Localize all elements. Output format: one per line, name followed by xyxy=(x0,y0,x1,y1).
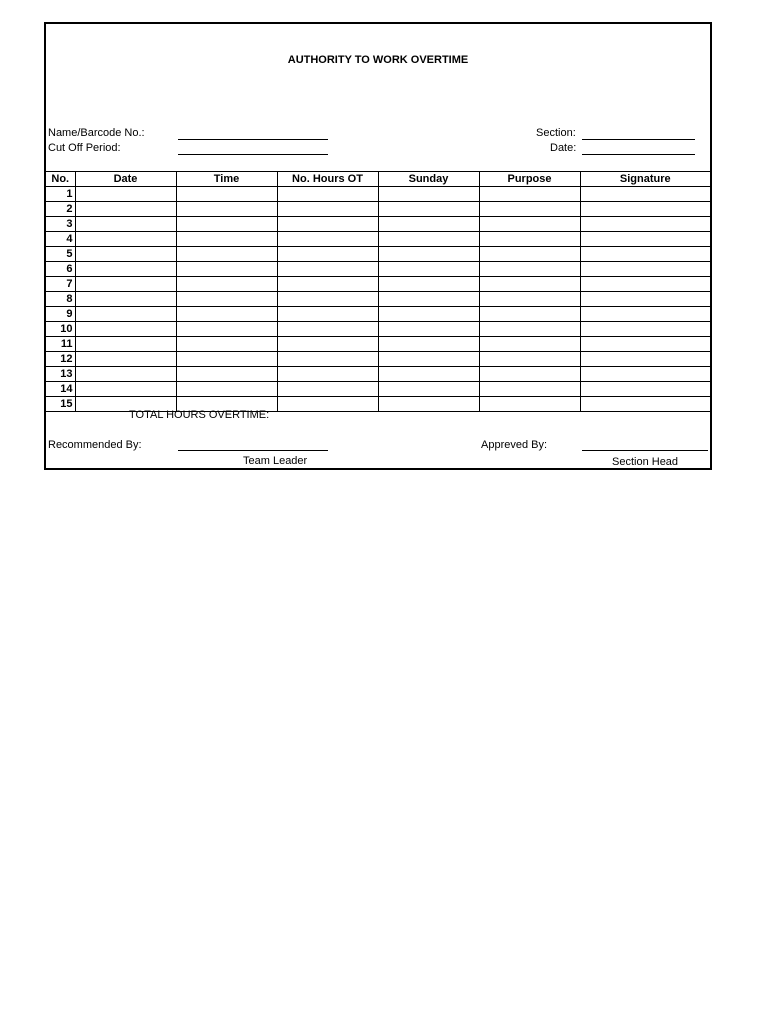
col-header-sunday: Sunday xyxy=(378,172,479,187)
sunday-cell[interactable] xyxy=(378,262,479,277)
cutoff-period-label: Cut Off Period: xyxy=(48,142,121,154)
purpose-cell[interactable] xyxy=(479,277,580,292)
signature-cell[interactable] xyxy=(580,367,710,382)
hours-ot-cell[interactable] xyxy=(277,232,378,247)
hours-ot-cell[interactable] xyxy=(277,292,378,307)
signature-cell[interactable] xyxy=(580,277,710,292)
signature-cell[interactable] xyxy=(580,187,710,202)
sunday-cell[interactable] xyxy=(378,367,479,382)
table-row xyxy=(46,382,710,397)
name-barcode-label: Name/Barcode No.: xyxy=(48,127,145,139)
team-leader-label: Team Leader xyxy=(243,455,308,467)
time-cell[interactable] xyxy=(176,337,277,352)
date-cell[interactable] xyxy=(75,367,176,382)
hours-ot-cell[interactable] xyxy=(277,397,378,412)
date-cell[interactable] xyxy=(75,307,176,322)
time-cell[interactable] xyxy=(176,202,277,217)
sunday-cell[interactable] xyxy=(378,247,479,262)
time-cell[interactable] xyxy=(176,217,277,232)
purpose-cell[interactable] xyxy=(479,262,580,277)
date-cell[interactable] xyxy=(75,337,176,352)
col-header-time: Time xyxy=(176,172,277,187)
col-header-date: Date xyxy=(75,172,176,187)
signature-cell[interactable] xyxy=(580,292,710,307)
col-header-no: No. xyxy=(46,172,75,187)
signature-cell[interactable] xyxy=(580,262,710,277)
sunday-cell[interactable] xyxy=(378,337,479,352)
table-row xyxy=(46,202,710,217)
time-cell[interactable] xyxy=(176,352,277,367)
recommended-by-signature-line[interactable] xyxy=(178,450,328,451)
table-row xyxy=(46,292,710,307)
sunday-cell[interactable] xyxy=(378,322,479,337)
date-cell[interactable] xyxy=(75,382,176,397)
time-cell[interactable] xyxy=(176,322,277,337)
recommended-by-label: Recommended By: xyxy=(48,439,142,451)
table-row xyxy=(46,187,710,202)
hours-ot-cell[interactable] xyxy=(277,217,378,232)
row-number: 3 xyxy=(46,217,75,232)
table-row xyxy=(46,307,710,322)
date-field[interactable] xyxy=(582,154,695,155)
signature-cell[interactable] xyxy=(580,322,710,337)
purpose-cell[interactable] xyxy=(479,187,580,202)
table-row xyxy=(46,262,710,277)
sunday-cell[interactable] xyxy=(378,352,479,367)
row-number: 15 xyxy=(46,397,75,412)
hours-ot-cell[interactable] xyxy=(277,352,378,367)
date-cell[interactable] xyxy=(75,232,176,247)
sunday-cell[interactable] xyxy=(378,307,479,322)
table-row xyxy=(46,322,710,337)
time-cell[interactable] xyxy=(176,187,277,202)
signature-cell[interactable] xyxy=(580,232,710,247)
hours-ot-cell[interactable] xyxy=(277,247,378,262)
sunday-cell[interactable] xyxy=(378,292,479,307)
sunday-cell[interactable] xyxy=(378,202,479,217)
overtime-table xyxy=(46,172,710,412)
table-row xyxy=(46,277,710,292)
table-row xyxy=(46,232,710,247)
date-label: Date: xyxy=(550,142,577,154)
section-field[interactable] xyxy=(582,139,695,140)
purpose-cell[interactable] xyxy=(479,217,580,232)
row-number: 7 xyxy=(46,277,75,292)
signature-cell[interactable] xyxy=(580,307,710,322)
table-row xyxy=(46,352,710,367)
row-number: 9 xyxy=(46,307,75,322)
row-number: 13 xyxy=(46,367,75,382)
date-cell[interactable] xyxy=(75,217,176,232)
sunday-cell[interactable] xyxy=(378,382,479,397)
approved-by-label: Appreved By: xyxy=(481,439,548,451)
table-row xyxy=(46,217,710,232)
overtime-form xyxy=(44,22,712,470)
row-number: 8 xyxy=(46,292,75,307)
time-cell[interactable] xyxy=(176,262,277,277)
row-number: 4 xyxy=(46,232,75,247)
hours-ot-cell[interactable] xyxy=(277,202,378,217)
hours-ot-cell[interactable] xyxy=(277,187,378,202)
sunday-cell[interactable] xyxy=(378,187,479,202)
row-number: 14 xyxy=(46,382,75,397)
purpose-cell[interactable] xyxy=(479,292,580,307)
date-cell[interactable] xyxy=(75,247,176,262)
time-cell[interactable] xyxy=(176,367,277,382)
signature-cell[interactable] xyxy=(580,352,710,367)
signature-cell[interactable] xyxy=(580,337,710,352)
purpose-cell[interactable] xyxy=(479,232,580,247)
table-header-row xyxy=(46,172,710,187)
time-cell[interactable] xyxy=(176,277,277,292)
table-row xyxy=(46,247,710,262)
time-cell[interactable] xyxy=(176,292,277,307)
hours-ot-cell[interactable] xyxy=(277,262,378,277)
date-cell[interactable] xyxy=(75,352,176,367)
hours-ot-cell[interactable] xyxy=(277,307,378,322)
signature-cell[interactable] xyxy=(580,217,710,232)
form-title: AUTHORITY TO WORK OVERTIME xyxy=(287,54,469,66)
col-header-signature: Signature xyxy=(580,172,710,187)
row-number: 10 xyxy=(46,322,75,337)
total-hours-label: TOTAL HOURS OVERTIME: xyxy=(129,409,270,421)
cutoff-period-field[interactable] xyxy=(178,154,328,155)
row-number: 12 xyxy=(46,352,75,367)
purpose-cell[interactable] xyxy=(479,382,580,397)
approved-by-signature-line[interactable] xyxy=(582,450,708,451)
row-number: 6 xyxy=(46,262,75,277)
purpose-cell[interactable] xyxy=(479,367,580,382)
date-cell[interactable] xyxy=(75,187,176,202)
purpose-cell[interactable] xyxy=(479,247,580,262)
signature-cell[interactable] xyxy=(580,202,710,217)
name-barcode-field[interactable] xyxy=(178,139,328,140)
hours-ot-cell[interactable] xyxy=(277,382,378,397)
signature-cell[interactable] xyxy=(580,247,710,262)
table-row xyxy=(46,337,710,352)
date-cell[interactable] xyxy=(75,292,176,307)
time-cell[interactable] xyxy=(176,307,277,322)
signature-cell[interactable] xyxy=(580,382,710,397)
row-number: 1 xyxy=(46,187,75,202)
date-cell[interactable] xyxy=(75,277,176,292)
time-cell[interactable] xyxy=(176,247,277,262)
purpose-cell[interactable] xyxy=(479,352,580,367)
col-header-purpose: Purpose xyxy=(479,172,580,187)
col-header-hours-ot: No. Hours OT xyxy=(277,172,378,187)
time-cell[interactable] xyxy=(176,232,277,247)
hours-ot-cell[interactable] xyxy=(277,337,378,352)
row-number: 11 xyxy=(46,337,75,352)
row-number: 5 xyxy=(46,247,75,262)
sunday-cell[interactable] xyxy=(378,217,479,232)
purpose-cell[interactable] xyxy=(479,337,580,352)
date-cell[interactable] xyxy=(75,202,176,217)
date-cell[interactable] xyxy=(75,262,176,277)
sunday-cell[interactable] xyxy=(378,232,479,247)
section-head-label: Section Head xyxy=(612,456,679,468)
sunday-cell[interactable] xyxy=(378,277,479,292)
date-cell[interactable] xyxy=(75,322,176,337)
section-label: Section: xyxy=(536,127,576,139)
hours-ot-cell[interactable] xyxy=(277,322,378,337)
row-number: 2 xyxy=(46,202,75,217)
sunday-cell[interactable] xyxy=(378,397,479,412)
time-cell[interactable] xyxy=(176,382,277,397)
hours-ot-cell[interactable] xyxy=(277,367,378,382)
signature-cell[interactable] xyxy=(580,397,710,412)
table-row xyxy=(46,367,710,382)
purpose-cell[interactable] xyxy=(479,322,580,337)
purpose-cell[interactable] xyxy=(479,202,580,217)
hours-ot-cell[interactable] xyxy=(277,277,378,292)
purpose-cell[interactable] xyxy=(479,397,580,412)
purpose-cell[interactable] xyxy=(479,307,580,322)
